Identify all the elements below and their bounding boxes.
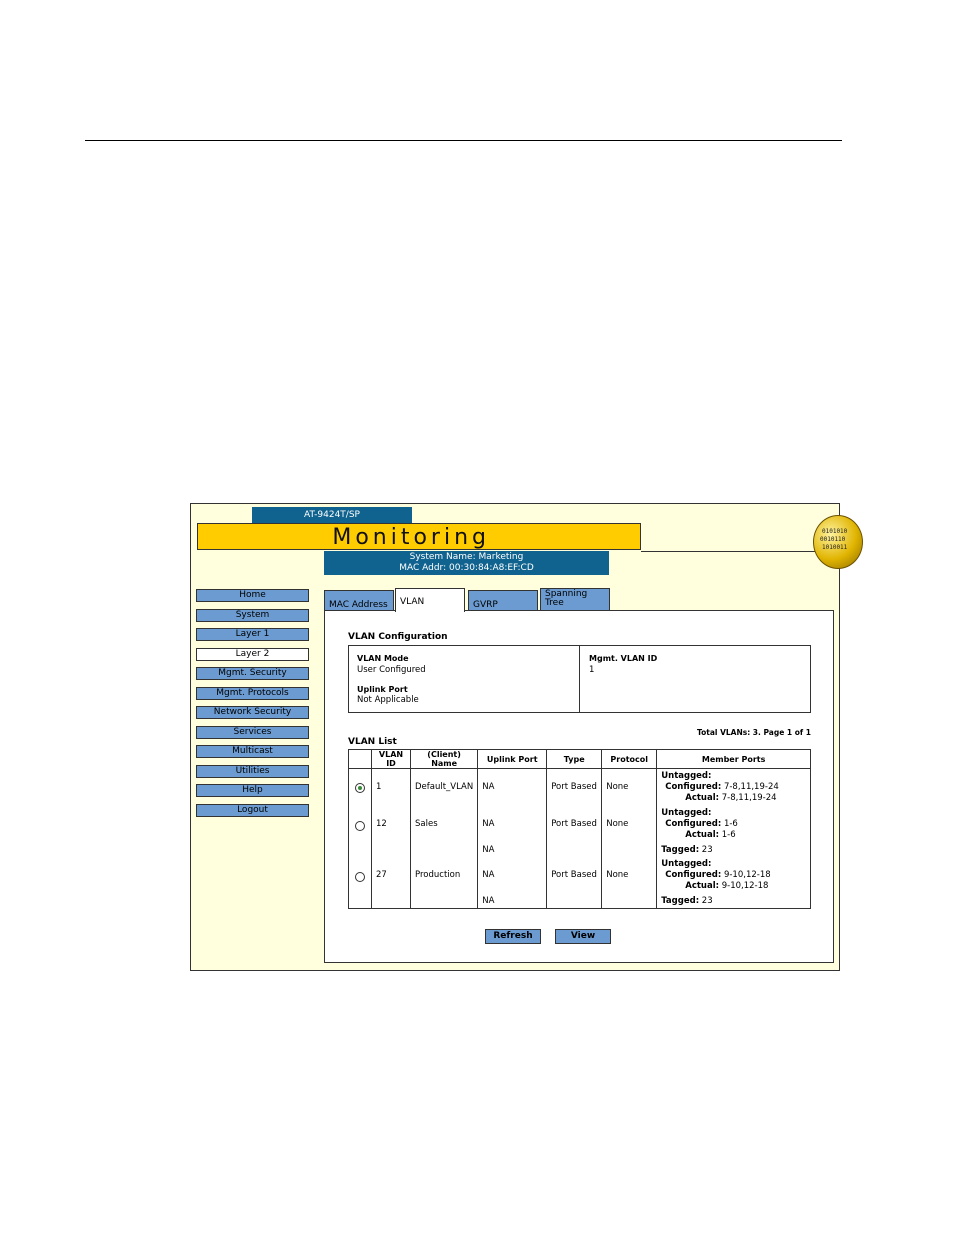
cell-protocol: None: [602, 769, 657, 806]
total-vlans: Total VLANs: 3. Page 1 of 1: [696, 728, 811, 737]
table-row: [349, 805, 811, 858]
cell-member-ports: [657, 858, 811, 909]
cell-type: Port Based: [547, 858, 602, 909]
untagged-label: Untagged:: [661, 858, 712, 869]
tab-mac-address[interactable]: MAC Address: [324, 590, 394, 612]
cell-name: Sales: [411, 805, 478, 858]
vlan-table: [348, 749, 811, 909]
configured-label: Configured:: [665, 782, 722, 792]
nav-system[interactable]: System: [196, 609, 309, 622]
uplink-tagged: NA: [482, 845, 495, 856]
vlan-mode-label: VLAN Mode: [357, 654, 409, 663]
uplink-port-label: Uplink Port: [357, 685, 408, 694]
cell-vlan-id: 27: [372, 858, 411, 909]
configured-label: Configured:: [665, 819, 722, 830]
nav-multicast[interactable]: Multicast: [196, 745, 309, 758]
vlan-mode-value: User Configured: [357, 665, 426, 675]
sidebar-nav: [196, 589, 309, 823]
tab-gvrp[interactable]: GVRP: [468, 590, 538, 612]
cell-uplink: NA: [478, 769, 547, 806]
vlan-list-title: VLAN List: [348, 737, 397, 747]
nav-help[interactable]: Help: [196, 784, 309, 797]
nav-mgmt-security[interactable]: Mgmt. Security: [196, 667, 309, 680]
untagged-label: Untagged:: [661, 771, 712, 781]
vlan-panel: [324, 610, 834, 963]
vlan-radio-1[interactable]: [355, 783, 365, 793]
tagged-ports: 23: [701, 845, 713, 856]
cell-protocol: None: [602, 805, 657, 858]
tab-spanning-tree-label: Spanning Tree: [545, 589, 588, 608]
col-select: [349, 750, 372, 769]
cell-type: Port Based: [547, 769, 602, 806]
cell-name: Production: [411, 858, 478, 909]
uplink-tagged: NA: [482, 895, 495, 906]
nav-utilities[interactable]: Utilities: [196, 765, 309, 778]
nav-services[interactable]: Services: [196, 726, 309, 739]
vlan-radio-12[interactable]: [355, 821, 365, 831]
configured-ports: 9-10,12-18: [723, 869, 771, 880]
banner-divider: [641, 551, 841, 552]
row-select-cell: [349, 805, 372, 858]
uplink-untagged: NA: [482, 819, 495, 830]
nav-layer2[interactable]: Layer 2: [196, 648, 309, 661]
globe-logo-icon: 0101010 0010110 1010011: [813, 515, 863, 569]
cell-protocol: None: [602, 858, 657, 909]
system-name: System Name: Marketing: [409, 552, 524, 562]
configured-label: Configured:: [665, 869, 722, 880]
uplink-port-value: Not Applicable: [357, 695, 419, 705]
nav-layer1[interactable]: Layer 1: [196, 628, 309, 641]
nav-network-security[interactable]: Network Security: [196, 706, 309, 719]
tagged-label: Tagged:: [661, 845, 700, 856]
col-protocol: Protocol: [602, 750, 657, 769]
row-select-cell: [349, 858, 372, 909]
table-row: [349, 858, 811, 909]
cell-uplink: [478, 858, 547, 909]
system-info: [324, 551, 609, 575]
col-uplink: Uplink Port: [478, 750, 547, 769]
actual-ports: 9-10,12-18: [721, 880, 769, 891]
model-label: AT-9424T/SP: [252, 507, 412, 523]
cell-name: Default_VLAN: [411, 769, 478, 806]
actual-label: Actual:: [685, 830, 720, 841]
tagged-ports: 23: [701, 895, 713, 906]
cell-vlan-id: 12: [372, 805, 411, 858]
page-rule: [85, 140, 842, 141]
cell-uplink: [478, 805, 547, 858]
vlan-radio-27[interactable]: [355, 872, 365, 882]
tab-spanning-tree[interactable]: [540, 588, 610, 610]
col-member-ports: Member Ports: [657, 750, 811, 769]
actual-ports: 7-8,11,19-24: [721, 793, 777, 803]
cell-member-ports: [657, 805, 811, 858]
mgmt-vlan-label: Mgmt. VLAN ID: [589, 654, 658, 663]
nav-logout[interactable]: Logout: [196, 804, 309, 817]
cell-vlan-id: 1: [372, 769, 411, 806]
col-type: Type: [547, 750, 602, 769]
tab-vlan[interactable]: VLAN: [395, 588, 465, 612]
actual-ports: 1-6: [721, 830, 736, 841]
cell-member-ports: [657, 769, 811, 806]
row-select-cell: [349, 769, 372, 806]
configured-ports: 1-6: [723, 819, 738, 830]
mac-address: MAC Addr: 00:30:84:A8:EF:CD: [399, 563, 534, 573]
actual-label: Actual:: [685, 880, 720, 891]
table-header-row: [349, 750, 811, 769]
actual-label: Actual:: [685, 793, 720, 803]
nav-mgmt-protocols[interactable]: Mgmt. Protocols: [196, 687, 309, 700]
table-row: [349, 769, 811, 806]
vlan-config-box: [348, 645, 811, 713]
page-title: Monitoring: [197, 523, 641, 550]
tagged-label: Tagged:: [661, 895, 700, 906]
untagged-label: Untagged:: [661, 808, 712, 819]
configured-ports: 7-8,11,19-24: [723, 782, 779, 792]
vlan-config-title: VLAN Configuration: [348, 632, 448, 642]
mgmt-vlan-value: 1: [589, 665, 595, 675]
refresh-button[interactable]: Refresh: [485, 929, 541, 944]
config-divider: [579, 646, 580, 712]
col-vlan-id: VLAN ID: [372, 750, 411, 769]
uplink-untagged: NA: [482, 869, 495, 880]
view-button[interactable]: View: [555, 929, 611, 944]
browser-screen: [190, 503, 848, 971]
cell-type: Port Based: [547, 805, 602, 858]
col-name: (Client) Name: [411, 750, 478, 769]
nav-home[interactable]: Home: [196, 589, 309, 602]
